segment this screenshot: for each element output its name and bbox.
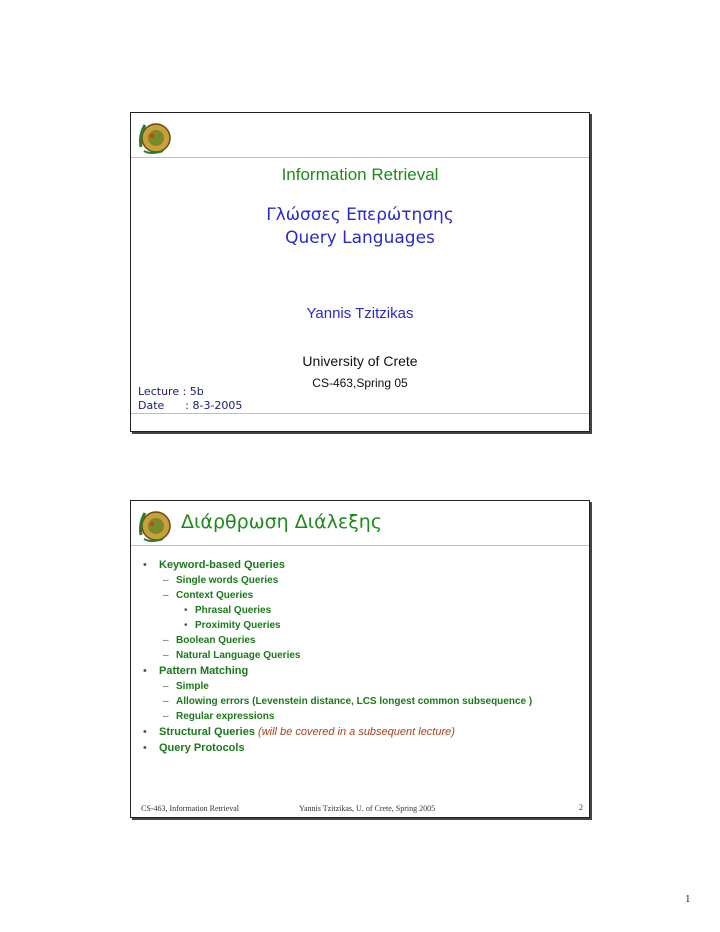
header-divider [131,545,589,546]
dash-icon: – [163,590,169,601]
footer-slide-number: 2 [579,803,583,812]
bullet-icon: • [143,559,147,571]
outline-list [139,557,581,756]
bullet-icon: • [143,665,147,677]
note-text: (will be covered in a subsequent lecture) [258,726,455,738]
dash-icon: – [163,696,169,707]
dash-icon: – [163,635,169,646]
bullet-icon: • [184,605,188,616]
list-item: • Proximity Queries [184,620,281,631]
slide-title: Διάρθρωση Διάλεξης [181,511,382,533]
dash-icon: – [163,650,169,661]
list-item: • Query Protocols [143,742,245,754]
list-item: – Allowing errors (Levenstein distance, LCS longest common subsequence ) [163,696,533,707]
subtitle-greek: Γλώσσες Επερώτησης [266,205,454,225]
list-item: – Simple [163,681,209,692]
university-name: University of Crete [302,353,418,369]
footer-divider [131,413,589,414]
list-item: – Regular expressions [163,711,275,722]
dash-icon: – [163,575,169,586]
university-logo-icon [135,505,175,545]
list-item: – Natural Language Queries [163,650,301,661]
list-item: – Context Queries [163,590,254,601]
title-slide [130,112,590,432]
list-item: • Structural Queries (will be covered in a subsequent lecture) [143,726,455,738]
footer-author: Yannis Tzitzikas, U. of Crete, Spring 2005 [299,804,436,813]
slide-title: Information Retrieval [281,165,439,184]
date-label: Date : 8-3-2005 [138,399,243,412]
outline-slide [130,500,590,818]
footer-course: CS-463, Information Retrieval [141,804,239,813]
list-item: – Single words Queries [163,575,279,586]
bullet-icon: • [143,742,147,754]
university-logo-icon [135,117,175,157]
header-divider [131,157,589,158]
bullet-icon: • [184,620,188,631]
list-item: • Keyword-based Queries [143,559,285,571]
course-info: CS-463,Spring 05 [312,376,408,390]
list-item: • Phrasal Queries [184,605,272,616]
bullet-icon: • [143,726,147,738]
author-name: Yannis Tzitzikas [306,305,414,322]
subtitle-english: Query Languages [285,228,435,248]
dash-icon: – [163,711,169,722]
list-item: • Pattern Matching [143,665,249,677]
dash-icon: – [163,681,169,692]
page-number: 1 [685,893,691,905]
list-item: – Boolean Queries [163,635,256,646]
lecture-label: Lecture : 5b [138,385,204,398]
